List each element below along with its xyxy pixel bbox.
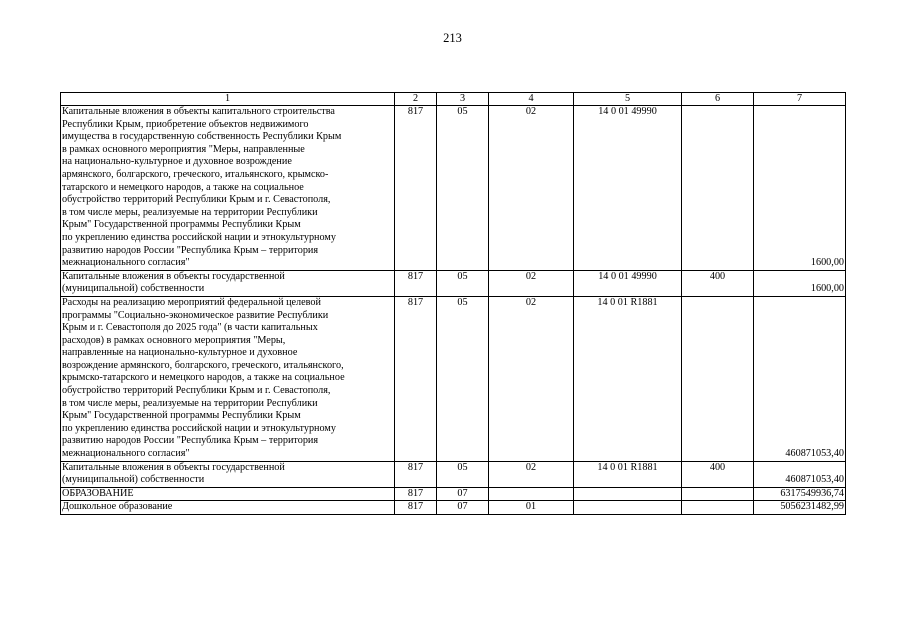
row-name-cell <box>61 270 395 296</box>
row-name-line: (муниципальной) собственности <box>62 474 205 486</box>
row-name-line: развитию народов России "Республика Крым – территория <box>62 244 319 256</box>
row-name-line: расходов) в рамках основного мероприятия "Меры, <box>62 334 286 346</box>
header-cell: 6 <box>682 93 754 106</box>
table-row <box>61 487 846 501</box>
amount-cell: 1600,00 <box>754 270 846 296</box>
expense-type-cell <box>682 106 754 271</box>
amount-cell: 460871053,40 <box>754 296 846 461</box>
section-cell: 05 <box>437 461 489 487</box>
row-name-line: по укреплению единства российской нации и этнокультурному <box>62 231 336 243</box>
row-name-line: Капитальные вложения в объекты государственной <box>62 461 285 473</box>
gov-code-cell: 817 <box>395 487 437 501</box>
section-cell: 07 <box>437 487 489 501</box>
target-article-cell <box>574 501 682 515</box>
row-name-line: Республики Крым, приобретение объектов недвижимого <box>62 118 309 130</box>
section-cell: 07 <box>437 501 489 515</box>
row-name-line: обустройство территорий Республики Крым и г. Севастополя, <box>62 385 331 397</box>
expense-type-cell: 400 <box>682 270 754 296</box>
amount-cell: 460871053,40 <box>754 461 846 487</box>
header-cell: 5 <box>574 93 682 106</box>
amount-cell: 1600,00 <box>754 106 846 271</box>
table-row <box>61 270 846 296</box>
row-name-cell <box>61 296 395 461</box>
row-name-line: программы "Социально-экономическое развитие Республики <box>62 309 329 321</box>
row-name-line: межнационального согласия" <box>62 257 190 269</box>
table-row <box>61 296 846 461</box>
row-name-line: в рамках основного мероприятия "Меры, направленные <box>62 143 305 155</box>
section-cell: 05 <box>437 270 489 296</box>
gov-code-cell: 817 <box>395 501 437 515</box>
row-name-cell <box>61 487 395 501</box>
row-name-line: по укреплению единства российской нации и этнокультурному <box>62 422 336 434</box>
target-article-cell: 14 0 01 49990 <box>574 270 682 296</box>
row-name-line: Капитальные вложения в объекты государственной <box>62 270 285 282</box>
table-row <box>61 106 846 271</box>
expense-type-cell: 400 <box>682 461 754 487</box>
row-name-cell <box>61 501 395 515</box>
target-article-cell: 14 0 01 R1881 <box>574 296 682 461</box>
section-cell: 05 <box>437 296 489 461</box>
target-article-cell: 14 0 01 R1881 <box>574 461 682 487</box>
row-name-cell <box>61 461 395 487</box>
gov-code-cell: 817 <box>395 106 437 271</box>
gov-code-cell: 817 <box>395 270 437 296</box>
row-name-line: Капитальные вложения в объекты капитального строительства <box>62 106 335 117</box>
gov-code-cell: 817 <box>395 296 437 461</box>
row-name-line: ОБРАЗОВАНИЕ <box>62 487 134 499</box>
row-name-line: крымско-татарского и немецкого народов, а также на социальное <box>62 372 345 384</box>
row-name-line: развитию народов России "Республика Крым – территория <box>62 435 319 447</box>
budget-table <box>60 92 846 515</box>
header-cell: 4 <box>489 93 574 106</box>
row-name-line: обустройство территорий Республики Крым и г. Севастополя, <box>62 194 331 206</box>
row-name-line: Расходы на реализацию мероприятий федеральной целевой <box>62 296 321 308</box>
subsection-cell <box>489 487 574 501</box>
section-cell: 05 <box>437 106 489 271</box>
expense-type-cell <box>682 501 754 515</box>
row-name-line: Крым" Государственной программы Республики Крым <box>62 219 301 231</box>
row-name-line: возрождение армянского, болгарского, греческого, итальянского, <box>62 359 344 371</box>
header-cell: 7 <box>754 93 846 106</box>
subsection-cell: 02 <box>489 461 574 487</box>
amount-cell: 6317549936,74 <box>754 487 846 501</box>
gov-code-cell: 817 <box>395 461 437 487</box>
row-name-line: Дошкольное образование <box>62 501 173 513</box>
row-name-line: Крым и г. Севастополя до 2025 года" (в части капитальных <box>62 322 318 334</box>
row-name-line: на национально-культурное и духовное возрождение <box>62 156 292 168</box>
row-name-line: (муниципальной) собственности <box>62 283 205 295</box>
header-cell: 3 <box>437 93 489 106</box>
row-name-line: Крым" Государственной программы Республики Крым <box>62 410 301 422</box>
table-row <box>61 461 846 487</box>
row-name-line: в том числе меры, реализуемые на территории Республики <box>62 206 318 218</box>
subsection-cell: 02 <box>489 296 574 461</box>
subsection-cell: 02 <box>489 106 574 271</box>
target-article-cell: 14 0 01 49990 <box>574 106 682 271</box>
row-name-line: армянского, болгарского, греческого, итальянского, крымско- <box>62 168 329 180</box>
row-name-line: в том числе меры, реализуемые на территории Республики <box>62 397 318 409</box>
expense-type-cell <box>682 487 754 501</box>
header-row <box>61 93 846 106</box>
row-name-line: имущества в государственную собственность Республики Крым <box>62 131 342 143</box>
subsection-cell: 02 <box>489 270 574 296</box>
header-cell: 2 <box>395 93 437 106</box>
table-row <box>61 501 846 515</box>
row-name-line: межнационального согласия" <box>62 448 190 460</box>
amount-cell: 5056231482,99 <box>754 501 846 515</box>
header-cell: 1 <box>61 93 395 106</box>
row-name-cell <box>61 106 395 271</box>
row-name-line: направленные на национально-культурное и духовное <box>62 347 298 359</box>
expense-type-cell <box>682 296 754 461</box>
subsection-cell: 01 <box>489 501 574 515</box>
page-number: 213 <box>443 31 462 45</box>
row-name-line: татарского и немецкого народов, а также на социальное <box>62 181 304 193</box>
target-article-cell <box>574 487 682 501</box>
